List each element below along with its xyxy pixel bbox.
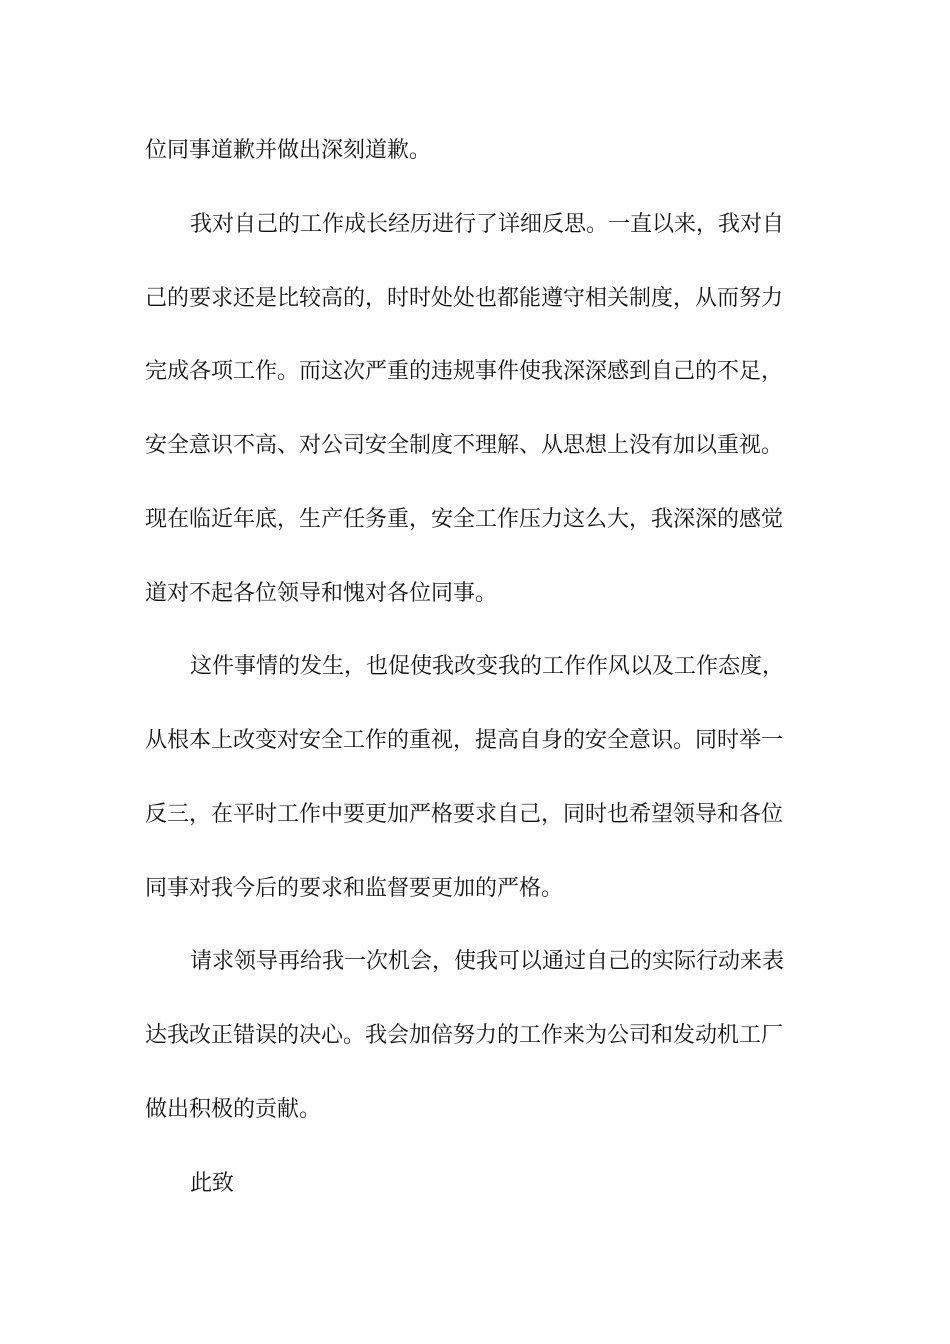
paragraph-3-first-line: 请求领导再给我一次机会，使我可以通过自己的实际行动来表 xyxy=(190,949,785,974)
text-line: 反三，在平时工作中要更加严格要求自己，同时也希望领导和各位 xyxy=(145,802,784,827)
text-line: 做出积极的贡献。 xyxy=(145,1097,322,1122)
text-line: 完成各项工作。而这次严重的违规事件使我深深感到自己的不足， xyxy=(145,359,784,384)
text-line: 从根本上改变对安全工作的重视，提高自身的安全意识。同时举一 xyxy=(145,728,784,753)
text-line: 道对不起各位领导和愧对各位同事。 xyxy=(145,581,498,606)
paragraph-1-first-line: 我对自己的工作成长经历进行了详细反思。一直以来，我对自 xyxy=(190,212,785,237)
text-line: 达我改正错误的决心。我会加倍努力的工作来为公司和发动机工厂 xyxy=(145,1023,784,1048)
text-line: 安全意识不高、对公司安全制度不理解、从思想上没有加以重视。 xyxy=(145,433,784,458)
text-line: 位同事道歉并做出深刻道歉。 xyxy=(145,138,432,163)
closing-salutation: 此致 xyxy=(190,1171,235,1196)
text-line: 现在临近年底，生产任务重，安全工作压力这么大，我深深的感觉 xyxy=(145,507,784,532)
text-line: 己的要求还是比较高的，时时处处也都能遵守相关制度，从而努力 xyxy=(145,286,784,311)
paragraph-2-first-line: 这件事情的发生，也促使我改变我的工作作风以及工作态度， xyxy=(190,654,785,679)
text-line: 同事对我今后的要求和监督要更加的严格。 xyxy=(145,876,564,901)
